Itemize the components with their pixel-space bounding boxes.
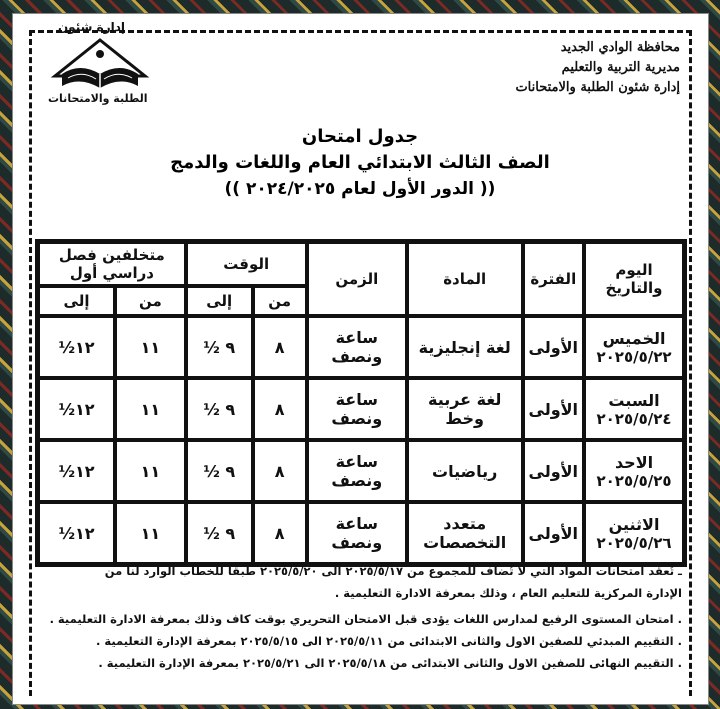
org-line-governorate: محافظة الوادي الجديد [560, 40, 680, 55]
lag-from-cell: ١١ [115, 502, 186, 564]
notes-block [40, 560, 682, 674]
time-to-cell: ٩ ½ [186, 502, 253, 564]
header-duration: الزمن [307, 242, 407, 316]
lag-to-cell: ١٢½ [38, 316, 115, 378]
open-book-icon [50, 34, 150, 94]
note-line: . امتحان المستوى الرفيع لمدارس اللغات يؤدى قبل الامتحان التحريري بوقت كاف وذلك بمعرفة الادارة التعليمية . [49, 612, 682, 626]
header-lag-from: من [115, 286, 186, 316]
note-line: . التقييم المبدئي للصفين الاول والثانى الابتدائى من ٢٠٢٥/٥/١١ الى ٢٠٢٥/٥/١٥ بمعرفة الإدارة التعليمية . [95, 634, 682, 648]
time-from-cell: ٨ [253, 316, 307, 378]
lag-to-cell: ١٢½ [38, 378, 115, 440]
org-line-directorate: مديرية التربية والتعليم [561, 60, 680, 75]
lag-to-cell: ١٢½ [38, 502, 115, 564]
period-cell: الأولى [523, 316, 585, 378]
lag-to-cell: ١٢½ [38, 440, 115, 502]
time-from-cell: ٨ [253, 378, 307, 440]
table-row [38, 502, 684, 564]
duration-cell: ساعة ونصف [307, 502, 407, 564]
duration-cell: ساعة ونصف [307, 440, 407, 502]
lag-from-cell: ١١ [115, 440, 186, 502]
note-line: ـ تُعقد امتحانات المواد التي لا تُضاف للمجموع من ٢٠٢٥/٥/١٧ الى ٢٠٢٥/٥/٢٠ طبقاً للخطاب الوارد لنا من [104, 564, 682, 578]
subject-cell: رياضيات [407, 440, 523, 502]
time-to-cell: ٩ ½ [186, 440, 253, 502]
lag-from-cell: ١١ [115, 378, 186, 440]
organization-block [515, 38, 680, 98]
time-from-cell: ٨ [253, 440, 307, 502]
duration-cell: ساعة ونصف [307, 378, 407, 440]
department-logo [48, 20, 158, 110]
header-time-from: من [253, 286, 307, 316]
lag-from-cell: ١١ [115, 316, 186, 378]
logo-top-text: إدارة شئون [58, 20, 126, 34]
header-lagging: متخلفين فصل دراسي أول [38, 242, 186, 286]
grade-title: الصف الثالث الابتدائي العام واللغات والدمج [170, 152, 550, 173]
day-date-cell: الاحد ٢٠٢٥/٥/٢٥ [584, 440, 684, 502]
logo-bottom-text: الطلبة والامتحانات [48, 92, 148, 105]
header-subject: المادة [407, 242, 523, 316]
day-date-cell: الخميس ٢٠٢٥/٥/٢٢ [584, 316, 684, 378]
title-block [30, 124, 690, 202]
document-header [30, 20, 690, 120]
subject-cell: لغة إنجليزية [407, 316, 523, 378]
duration-cell: ساعة ونصف [307, 316, 407, 378]
org-line-administration: إدارة شئون الطلبة والامتحانات [515, 80, 680, 95]
time-to-cell: ٩ ½ [186, 378, 253, 440]
day-date-cell: السبت ٢٠٢٥/٥/٢٤ [584, 378, 684, 440]
period-cell: الأولى [523, 378, 585, 440]
table-row [38, 440, 684, 502]
subject-cell: متعدد التخصصات [407, 502, 523, 564]
table-row [38, 316, 684, 378]
session-title: (( الدور الأول لعام ٢٠٢٤/٢٠٢٥ )) [224, 179, 496, 199]
header-period: الفترة [523, 242, 585, 316]
period-cell: الأولى [523, 502, 585, 564]
table-row [38, 378, 684, 440]
day-date-cell: الاثنين ٢٠٢٥/٥/٢٦ [584, 502, 684, 564]
note-line: الإدارة المركزية للتعليم العام ، وذلك بمعرفة الادارة التعليمية . [334, 586, 682, 600]
header-day-date: اليوم والتاريخ [584, 242, 684, 316]
header-time: الوقت [186, 242, 307, 286]
exam-schedule-table [35, 239, 687, 567]
time-from-cell: ٨ [253, 502, 307, 564]
period-cell: الأولى [523, 440, 585, 502]
document-title: جدول امتحان [301, 126, 419, 147]
time-to-cell: ٩ ½ [186, 316, 253, 378]
note-line: . التقييم النهائى للصفين الاول والثانى الابتدائى من ٢٠٢٥/٥/١٨ الى ٢٠٢٥/٥/٢١ بمعرفة الإدارة التعليمية . [98, 656, 682, 670]
subject-cell: لغة عربية وخط [407, 378, 523, 440]
table-header-row [38, 242, 684, 286]
header-time-to: إلى [186, 286, 253, 316]
header-lag-to: إلى [38, 286, 115, 316]
